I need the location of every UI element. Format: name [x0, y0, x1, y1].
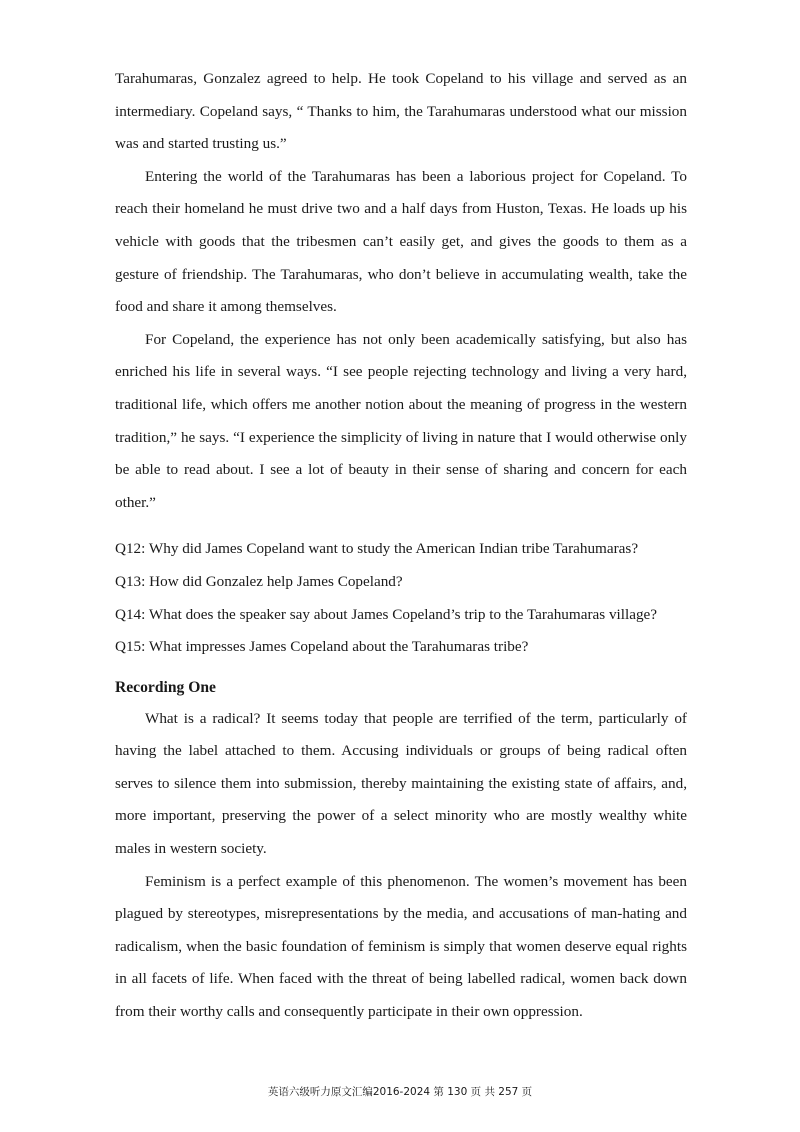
question-item: Q12: Why did James Copeland want to study the American Indian tribe Tarahumaras?	[115, 540, 639, 558]
story-paragraph: Tarahumaras, Gonzalez agreed to help. He took Copeland to his village and served as an intermediary. Copeland says, “ Thanks to him, the Tarahumaras understood what our mission was and started trusting us.”	[115, 70, 687, 153]
recording-paragraph: What is a radical? It seems today that people are terrified of the term, particularly of having the label attached to them. Accusing individuals or groups of being radical often serves to silence them into submission, thereby maintaining the existing state of affairs, and, more important, preserving the power of a select minority who are mostly wealthy white males in western society.	[115, 709, 687, 858]
question-item: Q13: How did Gonzalez help James Copeland?	[115, 572, 403, 590]
question-list	[115, 533, 687, 663]
section-heading: Recording One	[115, 678, 216, 696]
story-paragraph: For Copeland, the experience has not only been academically satisfying, but also has enriched his life in several ways. “I see people rejecting technology and living a very hard, traditional life, which offers me another notion about the meaning of progress in the western tradition,” he says. “I experience the simplicity of living in nature that I would otherwise only be able to read about. I see a lot of beauty in their sense of sharing and concern for each other.”	[115, 330, 687, 511]
page-content	[115, 63, 687, 1029]
question-item: Q15: What impresses James Copeland about the Tarahumaras tribe?	[115, 638, 529, 656]
question-item: Q14: What does the speaker say about James Copeland’s trip to the Tarahumaras village?	[115, 605, 658, 623]
recording-paragraph: Feminism is a perfect example of this phenomenon. The women’s movement has been plagued by stereotypes, misrepresentations by the media, and accusations of man-hating and radicalism, when the basic foundation of feminism is simply that women deserve equal rights in all facets of life. When faced with the threat of being labelled radical, women back down from their worthy calls and consequently participate in their own oppression.	[115, 872, 687, 1021]
story-paragraph: Entering the world of the Tarahumaras has been a laborious project for Copeland. To reach their homeland he must drive two and a half days from Huston, Texas. He loads up his vehicle with goods that the tribesmen can’t easily get, and gives the goods to them as a gesture of friendship. The Tarahumaras, who don’t believe in accumulating wealth, take the food and share it among themselves.	[115, 167, 687, 316]
page-footer: 英语六级听力原文汇编2016-2024 第 130 页 共 257 页	[267, 1086, 533, 1098]
